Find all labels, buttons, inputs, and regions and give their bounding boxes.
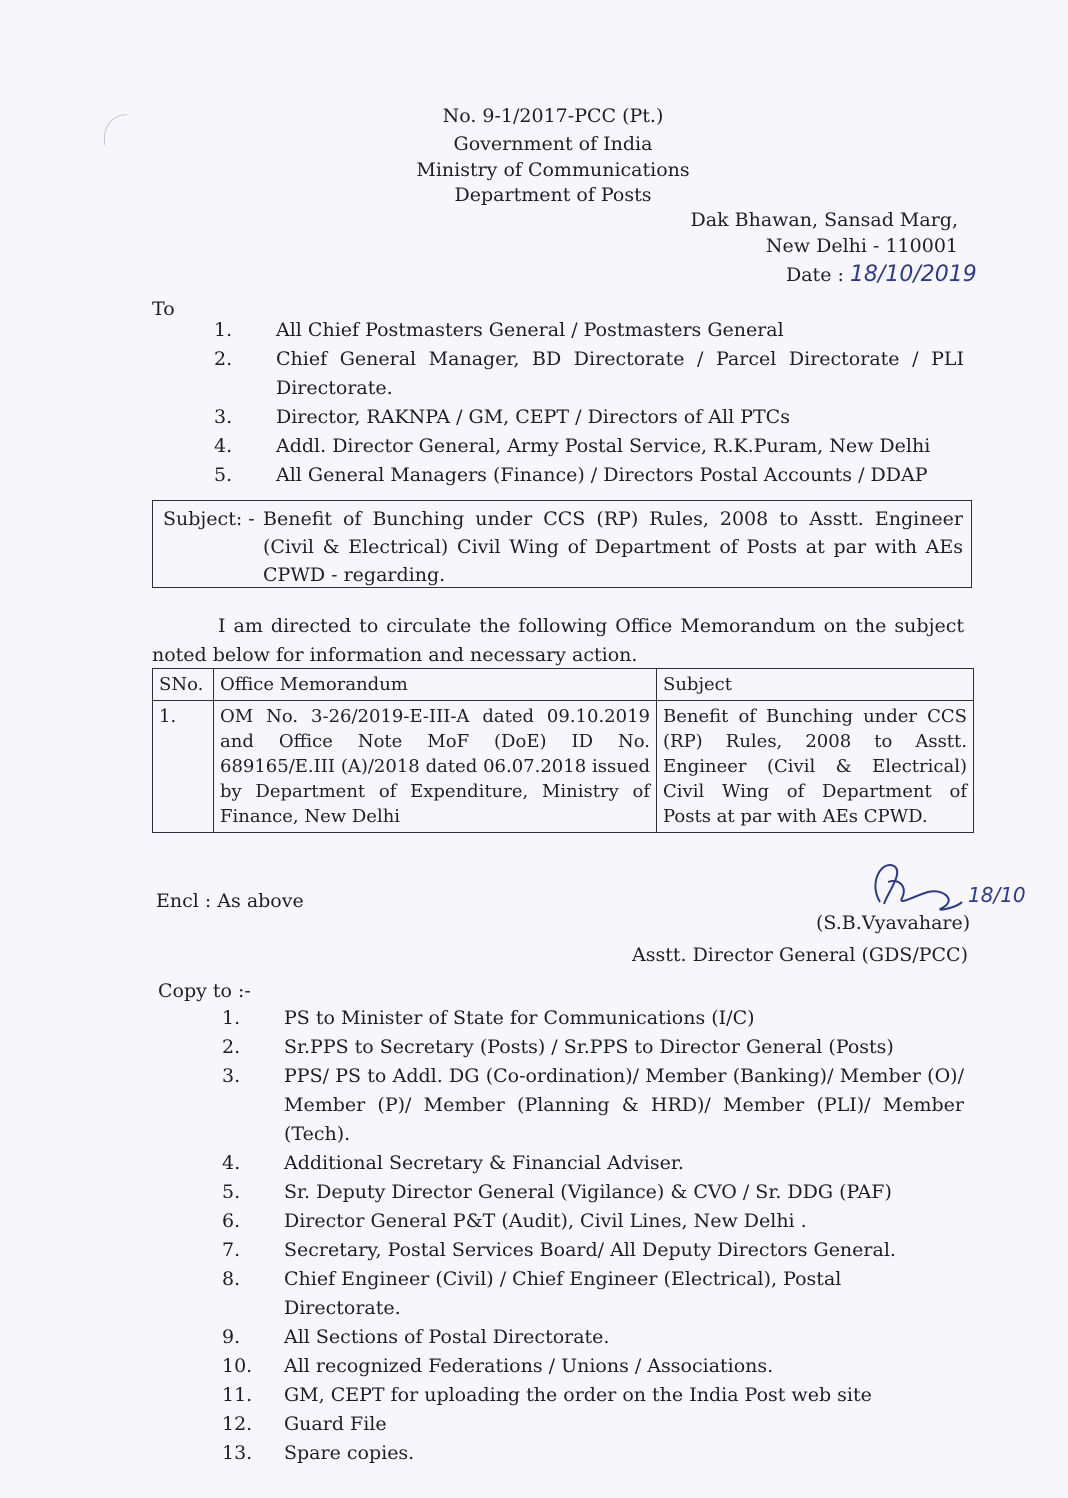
item-text: Addl. Director General, Army Postal Service, R.K.Puram, New Delhi xyxy=(276,435,931,457)
item-number: 5. xyxy=(214,464,233,486)
govt-name: Government of India xyxy=(453,133,653,155)
item-text: Secretary, Postal Services Board/ All Deputy Directors General. xyxy=(284,1239,896,1261)
list-item xyxy=(222,1439,964,1468)
item-number: 11. xyxy=(222,1384,253,1406)
item-number: 12. xyxy=(222,1413,253,1435)
list-item xyxy=(222,1062,964,1149)
item-text: Director, RAKNPA / GM, CEPT / Directors of All PTCs xyxy=(276,406,790,428)
cell-om: OM No. 3-26/2019-E-III-A dated 09.10.2019 and Office Note MoF (DoE) ID No. 689165/E.III (A)/2018 dated 06.07.2018 issued by Department of Expenditure, Ministry of Finance, New Delhi xyxy=(214,701,657,833)
item-number: 2. xyxy=(214,348,233,370)
item-text: Spare copies. xyxy=(284,1442,415,1464)
list-item xyxy=(222,1323,964,1352)
list-item xyxy=(214,403,964,432)
date-value: 18/10/2019 xyxy=(849,262,977,287)
ministry-name: Ministry of Communications xyxy=(416,159,690,181)
list-item xyxy=(214,345,964,403)
signature-date: 18/10 xyxy=(968,883,1026,907)
item-number: 9. xyxy=(222,1326,241,1348)
item-number: 13. xyxy=(222,1442,253,1464)
date-line xyxy=(786,262,977,287)
cell-subject: Benefit of Bunching under CCS (RP) Rules, 2008 to Asstt. Engineer (Civil & Electrical) Civil Wing of Department of Posts at par with AEs CPWD. xyxy=(657,701,974,833)
item-text: All recognized Federations / Unions / Associations. xyxy=(284,1355,774,1377)
item-text: All Sections of Postal Directorate. xyxy=(284,1326,610,1348)
list-item xyxy=(214,461,964,490)
item-number: 5. xyxy=(222,1181,241,1203)
item-text: Chief General Manager, BD Directorate / Parcel Directorate / PLI Directorate. xyxy=(276,348,964,399)
copy-to-label: Copy to :- xyxy=(158,980,251,1002)
item-number: 3. xyxy=(222,1065,241,1087)
item-number: 1. xyxy=(222,1007,241,1029)
list-item xyxy=(222,1149,964,1178)
item-text: PPS/ PS to Addl. DG (Co-ordination)/ Member (Banking)/ Member (O)/ Member (P)/ Member (Planning & HRD)/ Member (PLI)/ Member (Tech). xyxy=(284,1065,964,1145)
signatory-name: (S.B.Vyavahare) xyxy=(816,912,971,934)
item-text: GM, CEPT for uploading the order on the India Post web site xyxy=(284,1384,872,1406)
address-line-2: New Delhi - 110001 xyxy=(765,235,958,257)
om-table xyxy=(152,668,974,833)
item-number: 3. xyxy=(214,406,233,428)
list-item xyxy=(222,1265,964,1323)
item-number: 6. xyxy=(222,1210,241,1232)
item-number: 8. xyxy=(222,1268,241,1290)
intro-paragraph xyxy=(152,612,964,670)
list-item xyxy=(222,1207,964,1236)
table-header-row xyxy=(153,669,974,701)
file-number: No. 9-1/2017-PCC (Pt.) xyxy=(442,105,664,127)
address-line-1: Dak Bhawan, Sansad Marg, xyxy=(690,209,958,231)
list-item xyxy=(222,1352,964,1381)
item-text: Chief Engineer (Civil) / Chief Engineer (Electrical), Postal Directorate. xyxy=(284,1268,842,1319)
copy-to-list xyxy=(222,1004,964,1468)
punch-hole-mark xyxy=(104,114,127,145)
item-number: 1. xyxy=(214,319,233,341)
department-name: Department of Posts xyxy=(454,184,652,206)
header-office-memorandum: Office Memorandum xyxy=(214,669,657,701)
item-text: All General Managers (Finance) / Directors Postal Accounts / DDAP xyxy=(276,464,928,486)
list-item xyxy=(222,1033,964,1062)
list-item xyxy=(222,1381,964,1410)
item-text: Director General P&T (Audit), Civil Lines, New Delhi . xyxy=(284,1210,807,1232)
signatory-designation: Asstt. Director General (GDS/PCC) xyxy=(632,944,968,966)
item-number: 4. xyxy=(214,435,233,457)
item-number: 7. xyxy=(222,1239,241,1261)
subject-label: Subject: - xyxy=(163,508,255,530)
list-item xyxy=(222,1004,964,1033)
recipient-list xyxy=(214,316,964,490)
item-text: Guard File xyxy=(284,1413,387,1435)
cell-sno: 1. xyxy=(153,701,214,833)
item-text: Additional Secretary & Financial Adviser. xyxy=(284,1152,684,1174)
subject-text: Benefit of Bunching under CCS (RP) Rules, 2008 to Asstt. Engineer (Civil & Electrical) Civil Wing of Department of Posts at par with AEs CPWD - regarding. xyxy=(263,508,963,586)
item-text: All Chief Postmasters General / Postmasters General xyxy=(276,319,784,341)
list-item xyxy=(214,432,964,461)
subject-box xyxy=(152,500,972,588)
date-label: Date : xyxy=(786,264,844,286)
to-label: To xyxy=(152,298,175,320)
item-number: 4. xyxy=(222,1152,241,1174)
header-subject: Subject xyxy=(657,669,974,701)
item-number: 2. xyxy=(222,1036,241,1058)
item-text: Sr.PPS to Secretary (Posts) / Sr.PPS to Director General (Posts) xyxy=(284,1036,894,1058)
list-item xyxy=(222,1410,964,1439)
item-text: PS to Minister of State for Communications (I/C) xyxy=(284,1007,755,1029)
list-item xyxy=(214,316,964,345)
table-row xyxy=(153,701,974,833)
intro-text: I am directed to circulate the following Office Memorandum on the subject noted below for information and necessary action. xyxy=(152,615,964,666)
item-number: 10. xyxy=(222,1355,253,1377)
item-text: Sr. Deputy Director General (Vigilance) & CVO / Sr. DDG (PAF) xyxy=(284,1181,892,1203)
header-sno: SNo. xyxy=(153,669,214,701)
list-item xyxy=(222,1236,964,1265)
list-item xyxy=(222,1178,964,1207)
enclosure-note: Encl : As above xyxy=(156,890,304,912)
